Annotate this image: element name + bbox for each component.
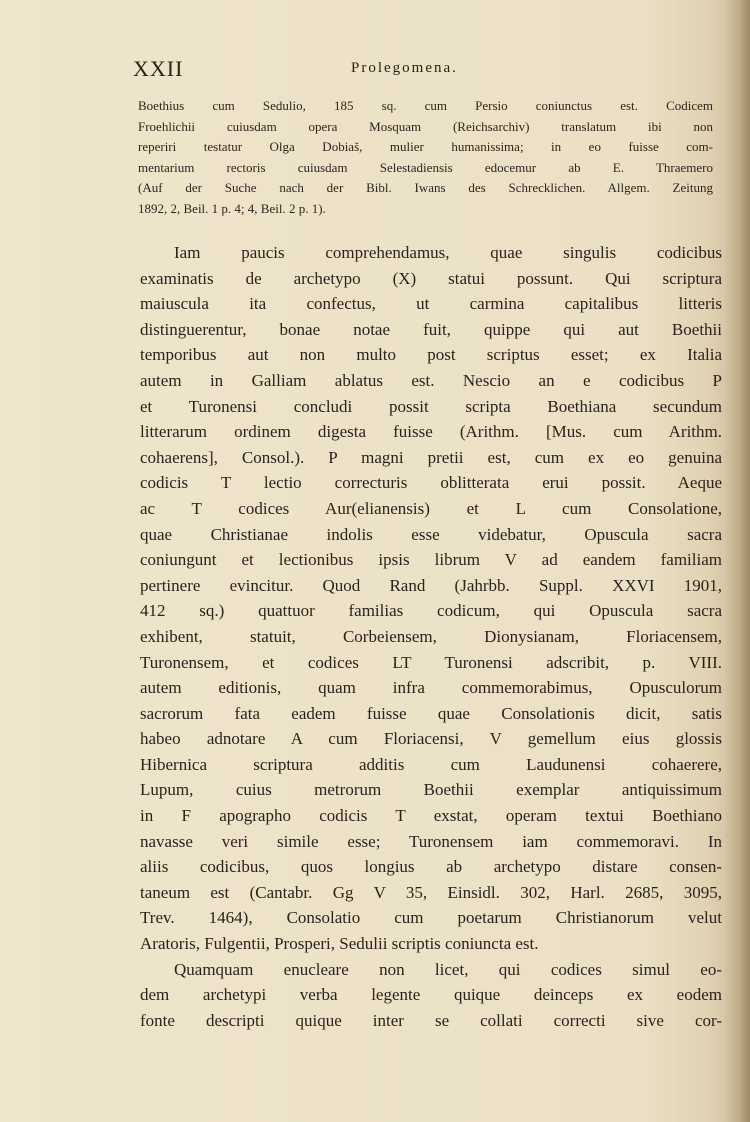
footnote-line: Boethius cum Sedulio, 185 sq. cum Persio coniunctus est. Codicem	[138, 98, 713, 113]
text-line: ac T codices Aur(elianensis) et L cum Consolatione,	[140, 498, 722, 518]
running-title: Prolegomena.	[351, 60, 458, 76]
footnote-line: Froehlichii cuiusdam opera Mosquam (Reichsarchiv) translatum ibi non	[138, 118, 713, 134]
text-line: Hibernica scriptura additis cum Laudunensi cohaerere,	[140, 754, 722, 774]
text-line: Lupum, cuius metrorum Boethii exemplar antiquissimum	[140, 780, 722, 800]
text-line: maiuscula ita confectus, ut carmina capitalibus litteris	[140, 294, 722, 314]
text-line: taneum est (Cantabr. Gg V 35, Einsidl. 302, Harl. 2685, 3095,	[140, 882, 722, 902]
text-line: autem editionis, quam infra commemorabimus, Opusculorum	[140, 678, 722, 698]
text-line: pertinere evincitur. Quod Rand (Jahrbb. Suppl. XXVI 1901,	[140, 575, 722, 595]
footnote-line: 1892, 2, Beil. 1 p. 4; 4, Beil. 2 p. 1).	[138, 200, 326, 216]
text-line: et Turonensi concludi possit scripta Boethiana secundum	[140, 396, 722, 416]
text-line: distinguerentur, bonae notae fuit, quippe qui aut Boethii	[140, 319, 722, 339]
page-number: XXII	[133, 56, 184, 81]
text-line: Iam paucis comprehendamus, quae singulis codicibus	[174, 243, 722, 262]
text-line: autem in Galliam ablatus est. Nescio an e codicibus P	[140, 370, 722, 390]
text-line: quae Christianae indolis esse videbatur, Opuscula sacra	[140, 524, 722, 544]
page-header	[133, 56, 723, 84]
footnote-line: mentarium rectoris cuiusdam Selestadiensis edocemur ab E. Thraemero	[138, 159, 713, 175]
text-line: in F apographo codicis T exstat, operam textui Boethiano	[140, 806, 722, 826]
text-line: Quamquam enucleare non licet, qui codices simul eo-	[174, 959, 722, 979]
text-line: Aratoris, Fulgentii, Prosperi, Sedulii scriptis coniuncta est.	[140, 934, 539, 954]
text-line: navasse veri simile esse; Turonensem iam commemoravi. In	[140, 831, 722, 851]
footnote-line: (Auf der Suche nach der Bibl. Iwans des Schrecklichen. Allgem. Zeitung	[138, 180, 713, 195]
footnote-continuation	[138, 96, 713, 219]
text-line: aliis codicibus, quos longius ab archetypo distare consen-	[140, 857, 722, 877]
text-line: cohaerens], Consol.). P magni pretii est, cum ex eo genuina	[140, 447, 722, 467]
text-line: exhibent, statuit, Corbeiensem, Dionysianam, Floriacensem,	[140, 626, 722, 646]
text-line: litterarum ordinem digesta fuisse (Arithm. [Mus. cum Arithm.	[140, 422, 722, 442]
main-text	[140, 240, 722, 1033]
text-line: 412 sq.) quattuor familias codicum, qui Opuscula sacra	[140, 601, 722, 621]
text-line: dem archetypi verba legente quique deinceps ex eodem	[140, 985, 722, 1005]
page-edge-shadow	[724, 0, 750, 1122]
text-line: Turonensem, et codices LT Turonensi adscribit, p. VIII.	[140, 652, 722, 672]
text-line: codicis T lectio correcturis oblitterata erui possit. Aeque	[140, 473, 722, 493]
text-line: temporibus aut non multo post scriptus esset; ex Italia	[140, 345, 722, 365]
text-line: sacrorum fata eadem fuisse quae Consolationis dicit, satis	[140, 703, 722, 723]
text-line: habeo adnotare A cum Floriacensi, V gemellum eius glossis	[140, 729, 722, 749]
text-line: Trev. 1464), Consolatio cum poetarum Christianorum velut	[140, 908, 722, 928]
footnote-line: reperiri testatur Olga Dobiaš, mulier humanissima; in eo fuisse com-	[138, 139, 713, 154]
text-line: coniungunt et lectionibus ipsis librum V ad eandem familiam	[140, 550, 722, 570]
text-line: fonte descripti quique inter se collati correcti sive cor-	[140, 1010, 722, 1030]
text-line: examinatis de archetypo (X) statui possunt. Qui scriptura	[140, 268, 722, 288]
